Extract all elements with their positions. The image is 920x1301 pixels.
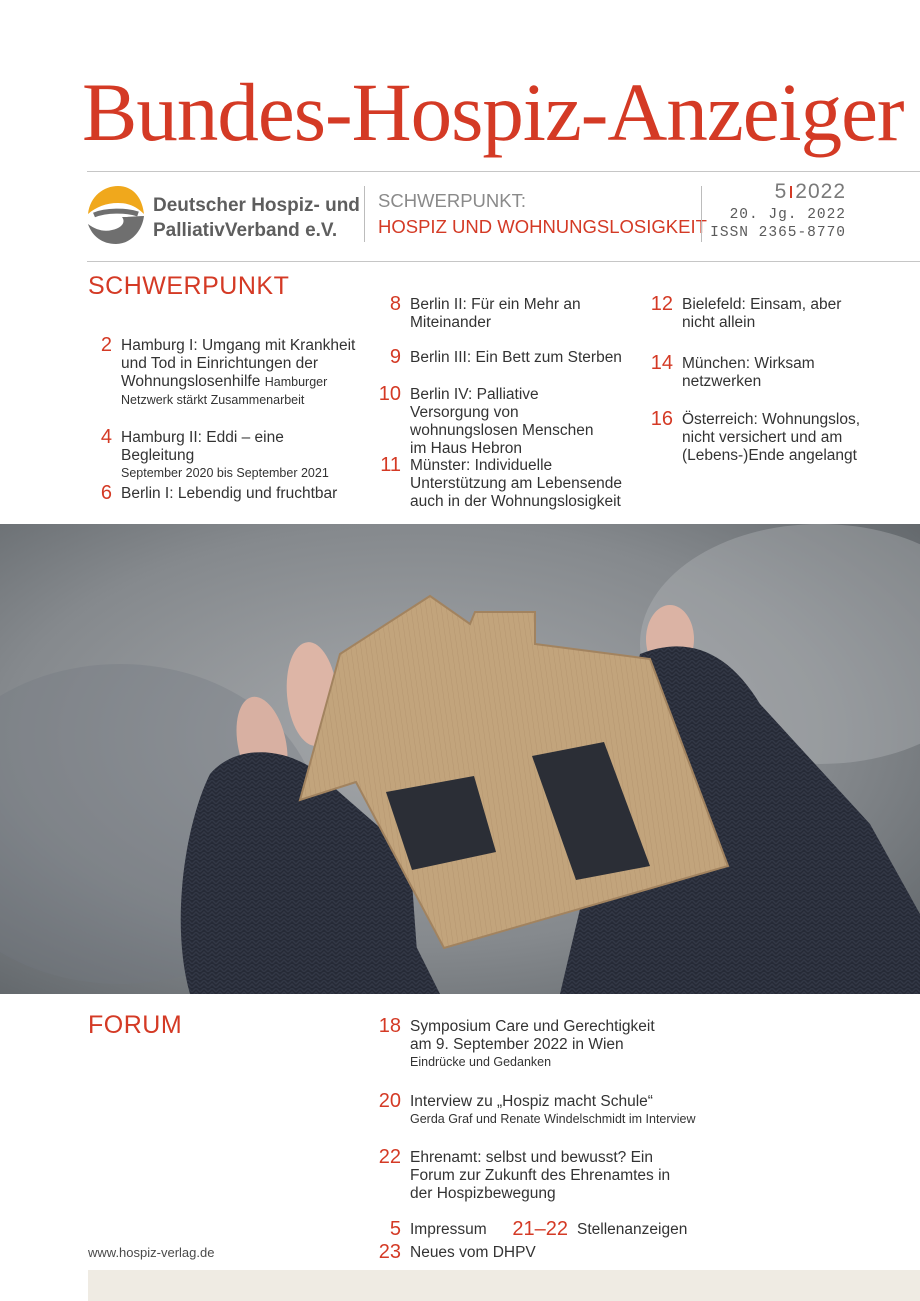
toc-title: Stellenanzeigen bbox=[577, 1221, 688, 1238]
dhpv-logo-icon bbox=[86, 184, 146, 246]
toc-entry[interactable] bbox=[650, 408, 882, 465]
publisher-name bbox=[153, 193, 360, 243]
toc-title: Symposium Care und Gerechtigkeit am 9. September 2022 in Wien bbox=[410, 1018, 655, 1053]
forum-heading: FORUM bbox=[88, 1011, 183, 1039]
toc-title: Hamburg II: Eddi – eine Begleitung bbox=[121, 429, 284, 464]
toc-title: Bielefeld: Einsam, aber nicht allein bbox=[682, 296, 842, 331]
toc-title: Österreich: Wohnungslos, nicht versichert und am (Lebens-)Ende angelangt bbox=[682, 411, 861, 464]
toc-entry[interactable] bbox=[378, 1090, 750, 1127]
toc-title: München: Wirksam netzwerken bbox=[682, 355, 815, 390]
footer-band bbox=[88, 1270, 920, 1301]
schwerpunkt-heading: SCHWERPUNKT bbox=[88, 272, 290, 300]
toc-title: Münster: Individuelle Unterstützung am Lebensende auch in der Wohnungslosigkeit bbox=[410, 457, 622, 510]
focus-topic: HOSPIZ UND WOHNUNGSLOSIGKEIT bbox=[378, 216, 707, 237]
toc-entry[interactable] bbox=[380, 454, 625, 511]
issue-issn: ISSN 2365-8770 bbox=[710, 225, 846, 241]
toc-title: Impressum bbox=[410, 1221, 487, 1238]
publisher-line-2: PalliativVerband e.V. bbox=[153, 220, 338, 241]
toc-title: Berlin I: Lebendig und fruchtbar bbox=[121, 485, 338, 502]
toc-subtitle: Gerda Graf und Renate Windelschmidt im Interview bbox=[410, 1112, 696, 1126]
toc-page: 2 bbox=[100, 334, 112, 356]
toc-page: 9 bbox=[389, 346, 401, 368]
toc-title: Neues vom DHPV bbox=[410, 1244, 536, 1261]
toc-entry[interactable] bbox=[378, 1015, 680, 1070]
toc-page: 23 bbox=[378, 1241, 401, 1263]
toc-page: 5 bbox=[389, 1218, 401, 1240]
toc-page: 11 bbox=[380, 454, 401, 476]
toc-entry[interactable] bbox=[378, 1146, 680, 1203]
toc-page: 4 bbox=[100, 426, 112, 448]
masthead-title: Bundes-Hospiz-Anzeiger bbox=[82, 66, 904, 158]
toc-page: 12 bbox=[650, 293, 673, 315]
toc-title: Interview zu „Hospiz macht Schule“ bbox=[410, 1093, 653, 1110]
issue-info bbox=[710, 180, 846, 242]
cover-photo-cardboard-house bbox=[0, 524, 920, 994]
toc-entry[interactable] bbox=[650, 293, 852, 332]
toc-entry[interactable] bbox=[378, 1241, 570, 1263]
toc-title: Ehrenamt: selbst und bewusst? Ein Forum zur Zukunft des Ehrenamtes in der Hospizbewegung bbox=[410, 1149, 671, 1202]
toc-entry[interactable] bbox=[100, 334, 361, 409]
toc-subtitle: Hamburger Netzwerk stärkt Zusammenarbeit bbox=[121, 375, 328, 407]
toc-page: 16 bbox=[650, 408, 673, 430]
toc-title: Berlin III: Ein Bett zum Sterben bbox=[410, 349, 622, 366]
header-divider bbox=[364, 186, 365, 242]
toc-page: 10 bbox=[378, 383, 401, 405]
toc-page: 18 bbox=[378, 1015, 401, 1037]
issue-separator bbox=[790, 186, 792, 198]
toc-subtitle: Eindrücke und Gedanken bbox=[410, 1055, 552, 1069]
issue-number: 5 2022 bbox=[774, 180, 846, 203]
website-link[interactable]: www.hospiz-verlag.de bbox=[88, 1245, 215, 1260]
header-divider bbox=[701, 186, 702, 242]
toc-page: 8 bbox=[389, 293, 401, 315]
toc-subtitle: September 2020 bis September 2021 bbox=[121, 466, 329, 480]
issue-volume: 20. Jg. 2022 bbox=[729, 207, 846, 223]
toc-entry[interactable] bbox=[650, 352, 852, 391]
toc-entry[interactable] bbox=[378, 383, 610, 458]
toc-entry[interactable] bbox=[512, 1218, 707, 1240]
publisher-line-1: Deutscher Hospiz- und bbox=[153, 195, 360, 216]
toc-page: 20 bbox=[378, 1090, 401, 1112]
toc-entry[interactable] bbox=[389, 293, 625, 332]
toc-title: Berlin II: Für ein Mehr an Miteinander bbox=[410, 296, 581, 331]
focus-label: SCHWERPUNKT: bbox=[378, 190, 527, 211]
top-rule bbox=[87, 171, 920, 172]
toc-title: Berlin IV: Palliative Versorgung von wohnungslosen Menschen im Haus Hebron bbox=[410, 386, 594, 457]
toc-page: 14 bbox=[650, 352, 673, 374]
toc-title: Hamburg I: Umgang mit Krankheit und Tod in Einrichtungen der Wohnungslosenhilfe bbox=[121, 337, 356, 390]
toc-page: 6 bbox=[100, 482, 112, 504]
toc-entry[interactable] bbox=[100, 482, 361, 504]
toc-page: 22 bbox=[378, 1146, 401, 1168]
toc-page: 21–22 bbox=[512, 1218, 568, 1240]
toc-entry[interactable] bbox=[100, 426, 361, 481]
toc-entry[interactable] bbox=[389, 1218, 500, 1240]
header-rule bbox=[87, 261, 920, 262]
toc-entry[interactable] bbox=[389, 346, 625, 368]
